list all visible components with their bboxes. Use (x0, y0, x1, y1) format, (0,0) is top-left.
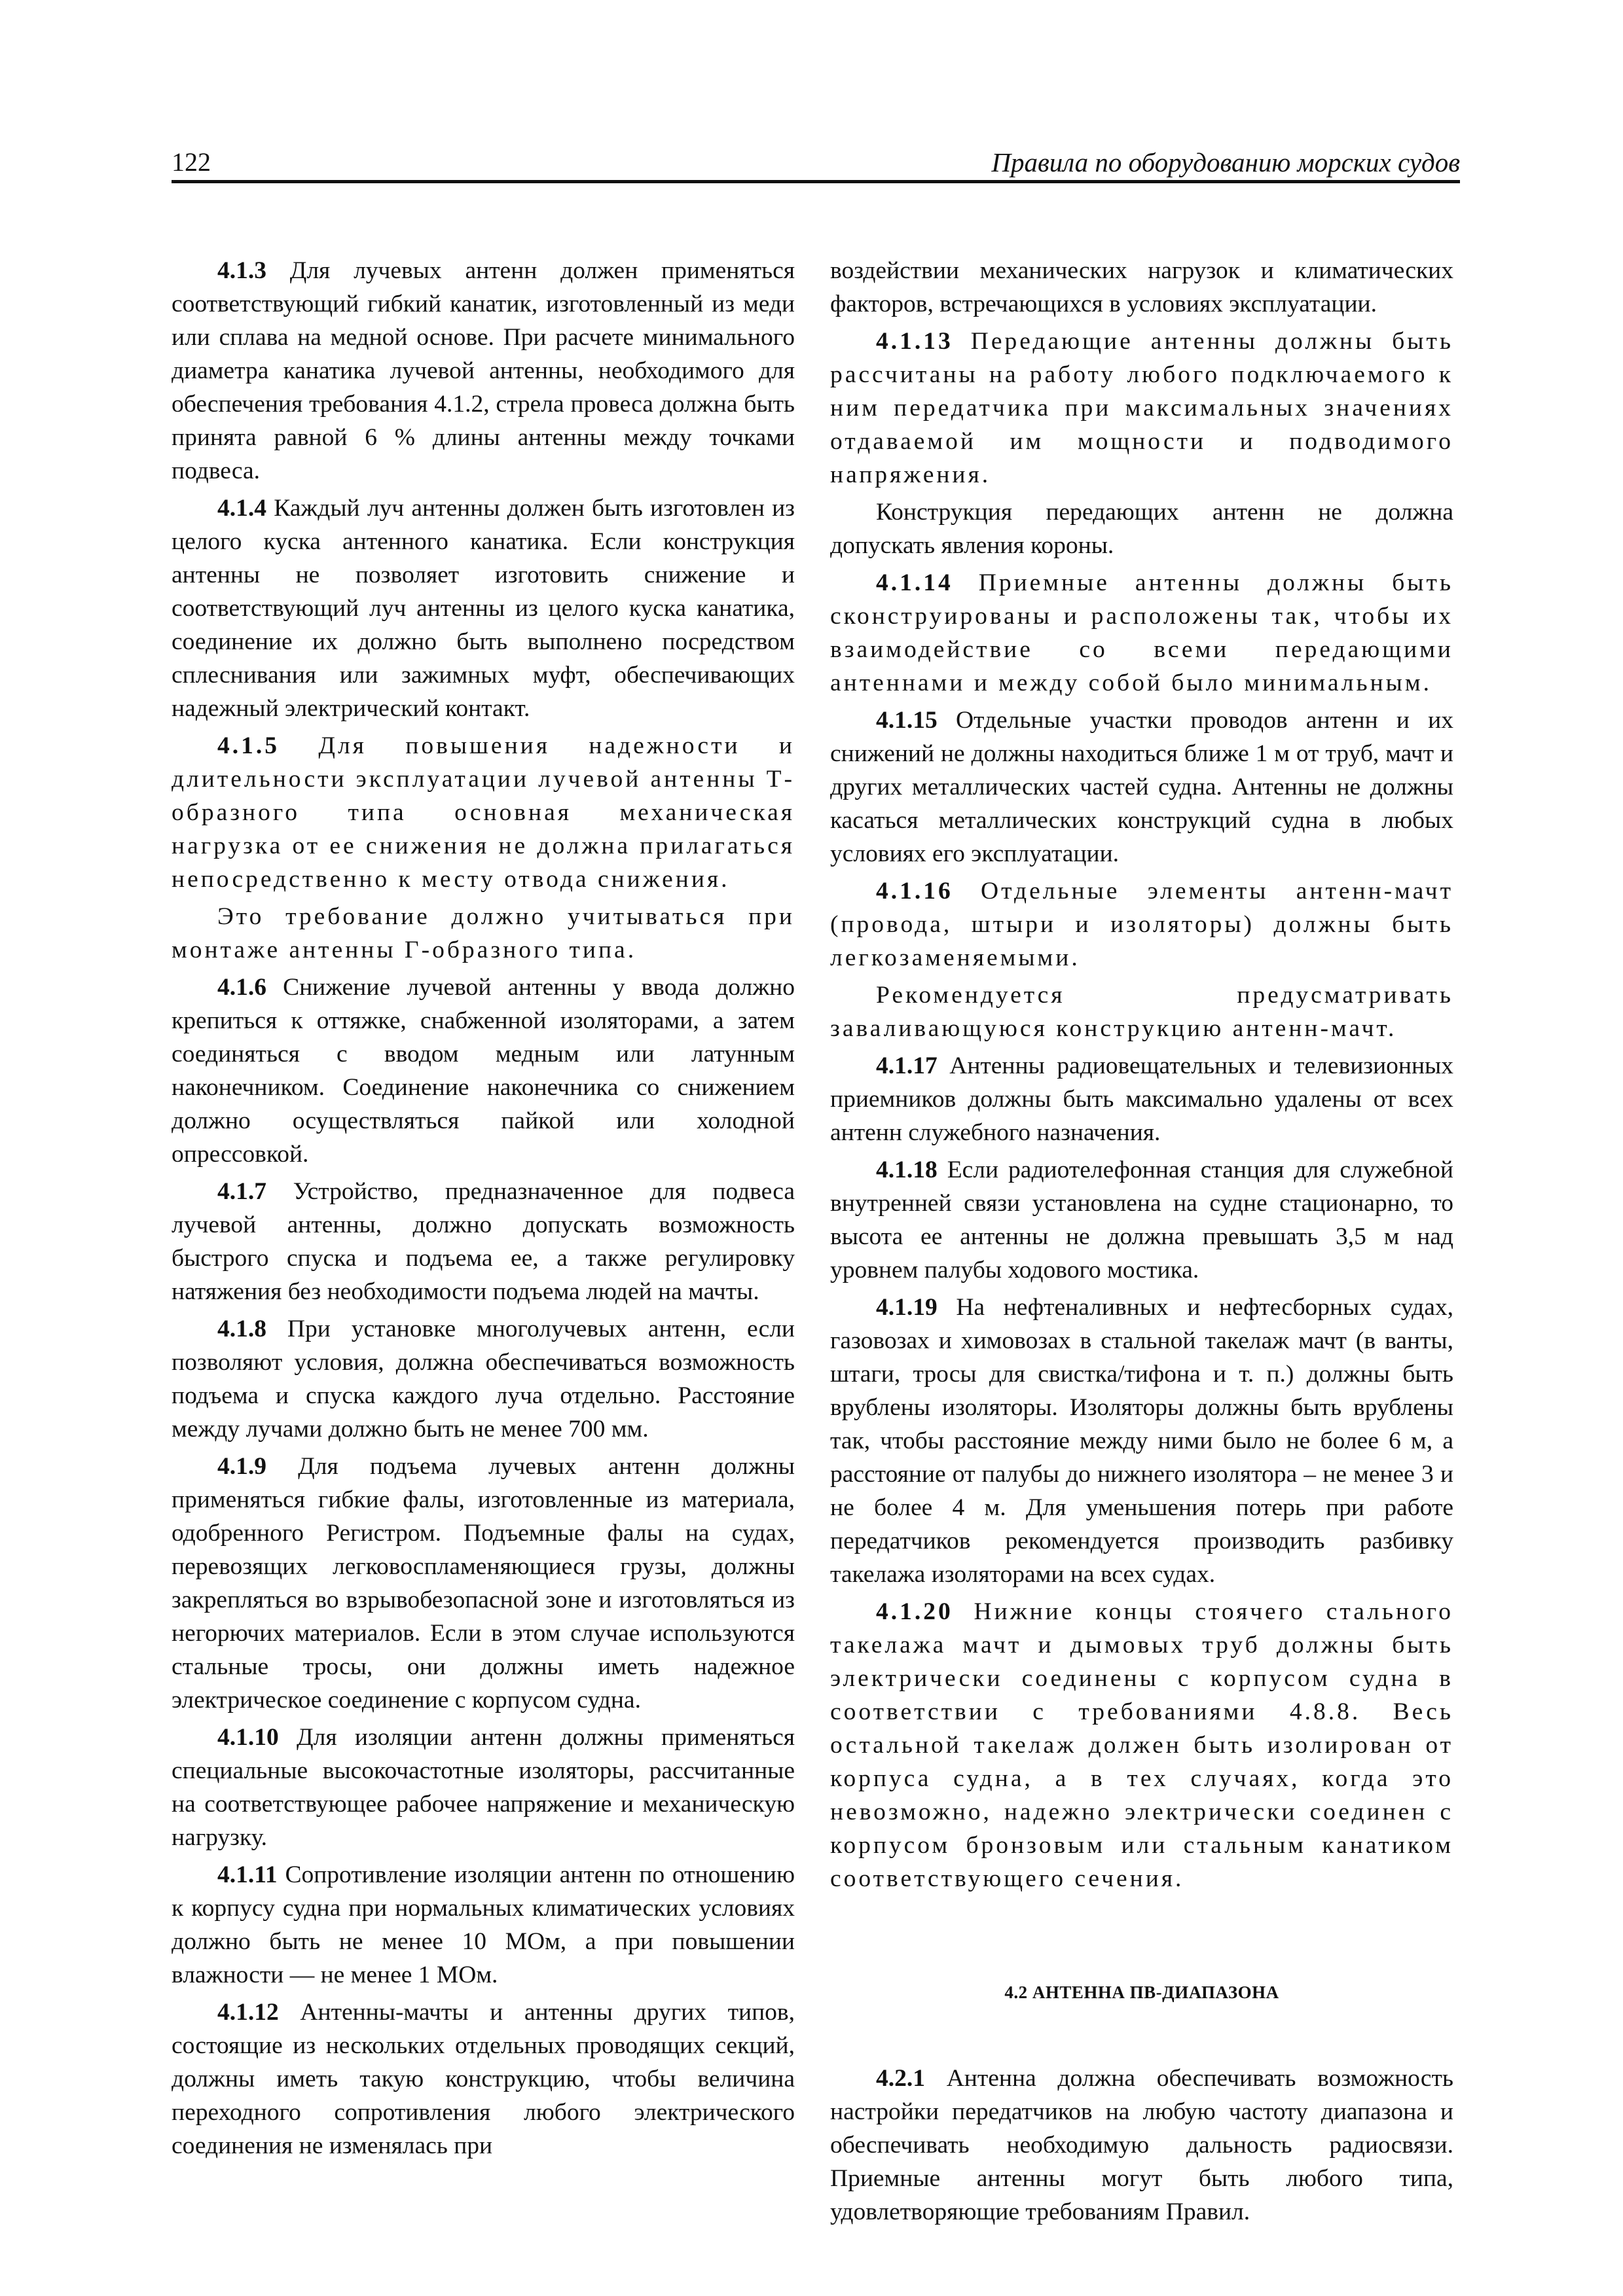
paragraph-text: Антенны радиовещательных и телевизионных приемников должны быть максимально удалены от всех антенн служебного назначения. (830, 1052, 1453, 1146)
clause-number: 4.2.1 (876, 2065, 925, 2092)
paragraph-text: Конструкция передающих антенн не должна допускать явления короны. (830, 499, 1453, 559)
paragraph-4-1-10 (172, 1721, 795, 1854)
paragraph-4-1-20 (830, 1595, 1453, 1895)
paragraph-4-1-13 (830, 325, 1453, 492)
clause-number: 4.1.11 (217, 1861, 278, 1888)
paragraph-text: Это требование должно учитываться при монтаже антенны Г-образного типа. (172, 903, 795, 963)
paragraph-text: Устройство, предназначенное для подвеса лучевой антенны, должно допускать возможность быстрого спуска и подъема ее, а также регулировку натяжения без необходимости подъема людей на мачты. (172, 1178, 795, 1305)
clause-number: 4.1.5 (217, 732, 280, 759)
clause-number: 4.1.16 (876, 878, 953, 905)
page-number: 122 (172, 147, 211, 177)
paragraph-4-1-18 (830, 1153, 1453, 1287)
paragraph-text: При установке многолучевых антенн, если позволяют условия, должна обеспечиваться возможность подъема и спуска каждого луча отдельно. Расстояние между лучами должно быть не менее 700 мм. (172, 1316, 795, 1443)
clause-number: 4.1.12 (217, 1999, 279, 2026)
paragraph-text: Нижние концы стоячего стального такелажа мачт и дымовых труб должны быть электрически соединены с корпусом судна в соответствии с требованиями 4.8.8. Весь остальной такелаж должен быть изолирован от корпуса судна, а в тех случаях, когда это невозможно, надежно электрически соединен с корпусом бронзовым или стальным канатиком соответствующего сечения. (830, 1598, 1453, 1892)
clause-number: 4.1.19 (876, 1294, 938, 1321)
paragraph-text: Снижение лучевой антенны у ввода должно крепиться к оттяжке, снабженной изоляторами, а затем соединяться с вводом медным или латунным наконечником. Соединение наконечника со снижением должно осуществляться пайкой или холодной опрессовкой. (172, 974, 795, 1168)
paragraph-text: Каждый луч антенны должен быть изготовлен из целого куска антенного канатика. Если конструкция антенны не позволяет изготовить снижение и соответствующий луч антенны из целого куска канатика, соединение их должно быть выполнено посредством сплеснивания или зажимных муфт, обеспечивающих надежный электрический контакт. (172, 495, 795, 722)
clause-number: 4.1.10 (217, 1724, 279, 1751)
paragraph-4-1-11 (172, 1858, 795, 1992)
section-title: 4.2 АНТЕННА ПВ-ДИАПАЗОНА (1004, 1982, 1279, 2002)
paragraph-text: Для подъема лучевых антенн должны применяться гибкие фалы, изготовленные из материала, одобренного Регистром. Подъемные фалы на судах, перевозящих легковоспламеняющиеся грузы, должны закрепляться во взрывобезопасной зоне и изготовляться из негорючих материалов. Если в этом случае используются стальные тросы, они должны иметь надежное электрическое соединение с корпусом судна. (172, 1453, 795, 1713)
paragraph-4-1-19 (830, 1291, 1453, 1591)
paragraph-text: Рекомендуется предусматривать заваливающуюся конструкцию антенн-мачт. (830, 982, 1453, 1042)
header-rule (172, 180, 1460, 183)
paragraph-4-1-3 (172, 254, 795, 488)
right-column (830, 254, 1453, 2233)
paragraph-4-1-7 (172, 1175, 795, 1308)
clause-number: 4.1.18 (876, 1157, 938, 1183)
clause-number: 4.1.17 (876, 1052, 938, 1079)
paragraph-text: На нефтеналивных и нефтесборных судах, газовозах и химовозах в стальной такелаж мачт (в ванты, штаги, тросы для свистка/тифона и т. п.) должны быть врублены изоляторы. Изоляторы должны быть врублены так, чтобы расстояние между ними было не более 6 м, а расстояние от палубы до нижнего изолятора – не менее 3 и не более 4 м. Для уменьшения потерь при работе передатчиков рекомендуется производить разбивку такелажа изоляторами на всех судах. (830, 1294, 1453, 1588)
paragraph-4-1-5-note (172, 900, 795, 967)
running-title: Правила по оборудованию морских судов (991, 147, 1460, 177)
paragraph-4-1-6 (172, 971, 795, 1171)
clause-number: 4.1.4 (217, 495, 266, 522)
paragraph-4-1-5 (172, 729, 795, 896)
paragraph-4-1-17 (830, 1049, 1453, 1149)
paragraph-text: Для изоляции антенн должны применяться специальные высокочастотные изоляторы, рассчитанные на соответствующее рабочее напряжение и механическую нагрузку. (172, 1724, 795, 1851)
paragraph-4-1-9 (172, 1450, 795, 1717)
paragraph-4-2-1 (830, 2062, 1453, 2229)
paragraph-text: воздействии механических нагрузок и климатических факторов, встречающихся в условиях эксплуатации. (830, 257, 1453, 317)
clause-number: 4.1.6 (217, 974, 266, 1001)
paragraph-text: Антенны-мачты и антенны других типов, состоящие из нескольких отдельных проводящих секций, должны иметь такую конструкцию, чтобы величина переходного сопротивления любого электрического соединения не изменялась при (172, 1999, 795, 2159)
left-column (172, 254, 795, 2166)
clause-number: 4.1.7 (217, 1178, 266, 1205)
paragraph-text: Антенна должна обеспечивать возможность настройки передатчиков на любую частоту диапазона и обеспечивать необходимую дальность радиосвязи. Приемные антенны могут быть любого типа, удовлетворяющие требованиям Правил. (830, 2065, 1453, 2225)
paragraph-4-1-16-note (830, 978, 1453, 1045)
paragraph-text: Для повышения надежности и длительности эксплуатации лучевой антенны Т-образного типа основная механическая нагрузка от ее снижения не должна прилагаться непосредственно к месту отвода снижения. (172, 732, 795, 893)
paragraph-4-1-14 (830, 566, 1453, 700)
clause-number: 4.1.9 (217, 1453, 266, 1480)
paragraph-text: Приемные антенны должны быть сконструированы и расположены так, чтобы их взаимодействие со всеми передающими антеннами и между собой было минимальным. (830, 569, 1453, 696)
paragraph-text: Отдельные элементы антенн-мачт (провода, штыри и изоляторы) должны быть легкозаменяемыми. (830, 878, 1453, 971)
paragraph-4-1-4 (172, 492, 795, 725)
paragraph-4-1-12 (172, 1996, 795, 2162)
clause-number: 4.1.13 (876, 328, 953, 355)
clause-number: 4.1.3 (217, 257, 266, 284)
paragraph-4-1-12-continued (830, 254, 1453, 321)
paragraph-4-1-8 (172, 1312, 795, 1446)
paragraph-4-1-16 (830, 874, 1453, 975)
clause-number: 4.1.8 (217, 1316, 266, 1342)
clause-number: 4.1.15 (876, 707, 938, 734)
paragraph-4-1-15 (830, 704, 1453, 870)
clause-number: 4.1.20 (876, 1598, 953, 1625)
page-header (172, 145, 1460, 179)
clause-number: 4.1.14 (876, 569, 953, 596)
paragraph-text: Передающие антенны должны быть рассчитаны на работу любого подключаемого к ним передатчика при максимальных значениях отдаваемой им мощности и подводимого напряжения. (830, 328, 1453, 488)
paragraph-4-1-13-note (830, 495, 1453, 562)
paragraph-text: Отдельные участки проводов антенн и их снижений не должны находиться ближе 1 м от труб, мачт и других металлических частей судна. Антенны не должны касаться металлических конструкций судна в любых условиях его эксплуатации. (830, 707, 1453, 867)
paragraph-text: Сопротивление изоляции антенн по отношению к корпусу судна при нормальных климатических условиях должно быть не менее 10 МОм, а при повышении влажности — не менее 1 МОм. (172, 1861, 795, 1988)
paragraph-text: Если радиотелефонная станция для служебной внутренней связи установлена на судне стационарно, то высота ее антенны не должна превышать 3,5 м над уровнем палубы ходового мостика. (830, 1157, 1453, 1283)
paragraph-text: Для лучевых антенн должен применяться соответствующий гибкий канатик, изготовленный из меди или сплава на медной основе. При расчете минимального диаметра канатика лучевой антенны, необходимого для обеспечения требования 4.1.2, стрела провеса должна быть принята равной 6 % длины антенны между точками подвеса. (172, 257, 795, 484)
